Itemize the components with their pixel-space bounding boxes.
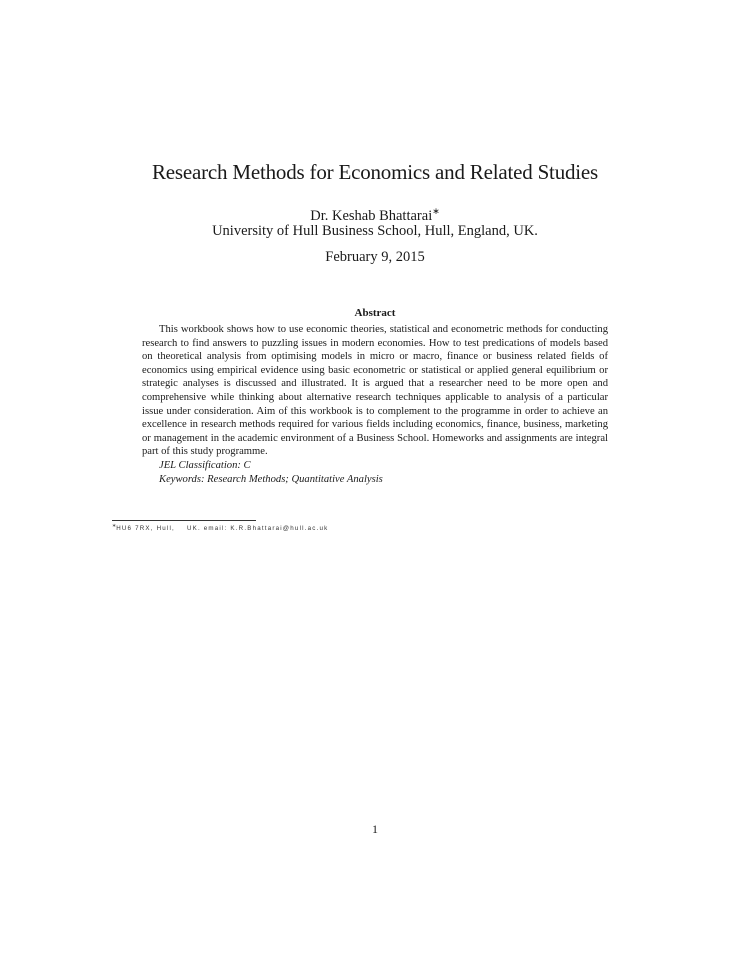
footnote [112, 523, 328, 532]
footnote-mark: ∗ [112, 523, 117, 529]
keywords: Keywords: Research Methods; Quantitative Analysis [159, 473, 383, 485]
footnote-email: UK. email: K.R.Bhattarai@hull.ac.uk [186, 525, 329, 532]
abstract-heading: Abstract [354, 307, 396, 319]
author-affiliation: University of Hull Business School, Hull, England, UK. [212, 223, 538, 239]
author-name: Dr. Keshab Bhattarai [310, 208, 433, 224]
footnote-address: HU6 7RX, Hull, [116, 525, 175, 532]
author-footnote-mark: ∗ [432, 206, 440, 216]
paper-date: February 9, 2015 [325, 249, 425, 265]
abstract-section [142, 323, 608, 486]
page-number: 1 [372, 822, 378, 836]
jel-classification: JEL Classification: C [159, 459, 251, 471]
abstract-text: This workbook shows how to use economic theories, statistical and econometric methods for conducting research to find answers to puzzling issues in modern economies. How to test predications of models based on theoretical analysis from optimising models in micro or macro, finance or business related fields of economics using empirical evidence using basic econometric or statistical or applied general equilibrium or strategic analyses is discussed and illustrated. It is argued that a researcher need to be more open and comprehensive while thinking about alternative research techniques applicable to analysis of a particular issue under consideration. Aim of this workbook is to complement to the programme in order to achieve an excellence in research methods required for various fields including economics, finance, business, marketing or management in the academic environment of a Business School. Homeworks and assignments are integral part of this study programme. [142, 324, 608, 458]
footnote-divider [112, 520, 256, 521]
paper-title: Research Methods for Economics and Related Studies [151, 160, 599, 184]
